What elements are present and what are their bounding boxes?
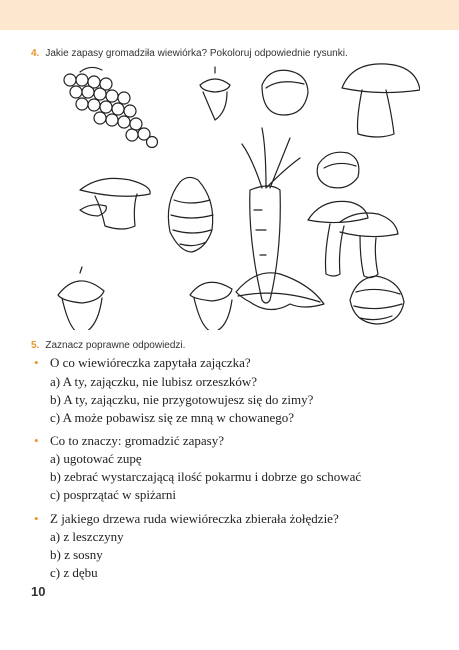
- task-5-instruction: Zaznacz poprawne odpowiedzi.: [45, 340, 186, 351]
- task-5-heading: [31, 340, 185, 351]
- boletus-mushroom-drawing[interactable]: [342, 64, 420, 137]
- acorn-drawing[interactable]: [58, 267, 104, 330]
- answer-option-c[interactable]: c) A może pobawisz się ze mną w chowanego?: [50, 410, 295, 425]
- hazelnut-drawing[interactable]: [317, 152, 359, 188]
- task-5-number: 5.: [31, 340, 40, 351]
- carrot-drawing[interactable]: [242, 128, 300, 303]
- answer-option-b[interactable]: b) A ty, zajączku, nie przygotowujesz się do zimy?: [50, 392, 314, 407]
- coloring-drawings: [40, 60, 420, 330]
- bullet: •: [34, 511, 39, 526]
- pine-cone-drawing[interactable]: [350, 276, 404, 324]
- question-text: Co to znaczy: gromadzić zapasy?: [50, 433, 224, 448]
- chanterelle-mushrooms-drawing[interactable]: [80, 178, 150, 229]
- bullet: •: [34, 355, 39, 370]
- mushrooms-drawing[interactable]: [308, 201, 398, 277]
- page-number: 10: [31, 584, 46, 599]
- acorn-drawing[interactable]: [200, 67, 230, 120]
- top-color-band: [0, 0, 459, 30]
- task-4-instruction: Jakie zapasy gromadziła wiewiórka? Pokoloruj odpowiednie rysunki.: [45, 48, 348, 59]
- answer-option-c[interactable]: c) z dębu: [50, 565, 98, 580]
- answer-option-a[interactable]: a) A ty, zajączku, nie lubisz orzeszków?: [50, 374, 258, 389]
- answer-option-a[interactable]: a) z leszczyny: [50, 529, 124, 544]
- acorn-with-leaf-drawing[interactable]: [190, 273, 324, 330]
- answer-option-c[interactable]: c) posprzątać w spiżarni: [50, 487, 176, 502]
- question-text: Z jakiego drzewa ruda wiewióreczka zbierała żołędzie?: [50, 511, 339, 526]
- task-4-number: 4.: [31, 48, 40, 59]
- pine-cone-drawing[interactable]: [168, 177, 213, 252]
- answer-option-a[interactable]: a) ugotować zupę: [50, 451, 142, 466]
- answer-option-b[interactable]: b) z sosny: [50, 547, 103, 562]
- bullet: •: [34, 433, 39, 448]
- question-text: O co wiewióreczka zapytała zajączka?: [50, 355, 251, 370]
- answer-option-b[interactable]: b) zebrać wystarczającą ilość pokarmu i dobrze go schować: [50, 469, 362, 484]
- task-4-heading: [31, 48, 348, 59]
- grapes-drawing[interactable]: [64, 67, 158, 147]
- hazelnut-drawing[interactable]: [262, 70, 308, 115]
